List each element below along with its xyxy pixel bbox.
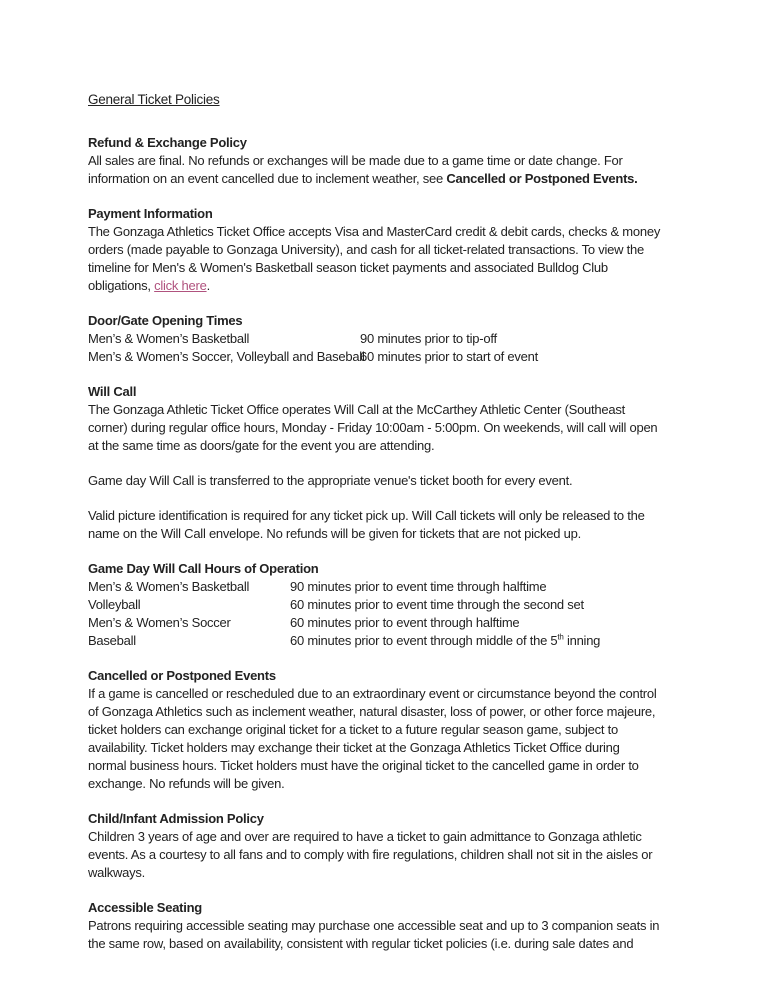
cancelled-section (88, 667, 688, 793)
time-cell: 60 minutes prior to event through halftime (290, 615, 520, 630)
paragraph-line: name on the Will Call envelope. No refunds will be given for tickets that are not picked up. (88, 526, 581, 541)
section-heading: Payment Information (88, 206, 213, 221)
paragraph-line: normal business hours. Ticket holders must have the original ticket to the cancelled game in order to (88, 758, 639, 773)
willcall-section (88, 383, 688, 455)
table-row (88, 596, 688, 614)
section-heading: Accessible Seating (88, 900, 202, 915)
table-row (88, 578, 688, 596)
door-section (88, 312, 688, 366)
section-heading: Child/Infant Admission Policy (88, 811, 264, 826)
paragraph-line: walkways. (88, 865, 145, 880)
time-cell (290, 632, 600, 650)
paragraph-line: availability. Ticket holders may exchange their ticket at the Gonzaga Athletics Ticket Office during (88, 740, 620, 755)
child-section (88, 810, 688, 882)
refund-section (88, 134, 688, 188)
paragraph-line: corner) during regular office hours, Monday - Friday 10:00am - 5:00pm. On weekends, will call will open (88, 420, 658, 435)
paragraph-line: If a game is cancelled or rescheduled due to an extraordinary event or circumstance beyond the control (88, 686, 657, 701)
section-heading: Game Day Will Call Hours of Operation (88, 561, 319, 576)
table-row (88, 330, 688, 348)
text: obligations, (88, 278, 155, 293)
text: information on an event cancelled due to inclement weather, see (88, 171, 447, 186)
accessible-section (88, 899, 688, 953)
sport-cell: Men’s & Women’s Basketball (88, 331, 250, 346)
paragraph-line: Patrons requiring accessible seating may purchase one accessible seat and up to 3 companion seats in (88, 918, 660, 933)
paragraph-line: ticket holders can exchange original ticket for a ticket to a future regular season game, subject to (88, 722, 618, 737)
paragraph-line: exchange. No refunds will be given. (88, 776, 285, 791)
paragraph-line: Valid picture identification is required for any ticket pick up. Will Call tickets will only be released to the (88, 508, 645, 523)
text: 60 minutes prior to event through middle of the 5 (290, 633, 558, 648)
paragraph-line: of Gonzaga Athletics such as inclement weather, natural disaster, loss of power, or other force majeure, (88, 704, 656, 719)
paragraph-line: orders (made payable to Gonzaga University), and cash for all ticket-related transactions. To view the (88, 242, 644, 257)
paragraph-line: the same row, based on availability, consistent with regular ticket policies (i.e. during sale dates and (88, 936, 634, 951)
section-heading: Cancelled or Postponed Events (88, 668, 276, 683)
sport-cell: Volleyball (88, 597, 141, 612)
paragraph-line: All sales are final. No refunds or exchanges will be made due to a game time or date change. For (88, 153, 623, 168)
section-heading: Refund & Exchange Policy (88, 135, 247, 150)
table-row (88, 632, 688, 650)
table-row (88, 614, 688, 632)
section-heading: Door/Gate Opening Times (88, 313, 243, 328)
paragraph-line: The Gonzaga Athletic Ticket Office operates Will Call at the McCarthey Athletic Center (Southeast (88, 402, 625, 417)
section-heading: Will Call (88, 384, 137, 399)
table-row (88, 348, 688, 366)
sport-cell: Men’s & Women’s Soccer (88, 615, 231, 630)
gameday-section (88, 560, 688, 650)
paragraph-line: at the same time as doors/gate for the event you are attending. (88, 438, 435, 453)
paragraph (88, 507, 688, 543)
time-cell: 90 minutes prior to event time through halftime (290, 579, 547, 594)
time-cell: 60 minutes prior to event time through the second set (290, 597, 584, 612)
payment-section (88, 205, 688, 295)
paragraph-line: The Gonzaga Athletics Ticket Office accepts Visa and MasterCard credit & debit cards, checks & money (88, 224, 661, 239)
sport-cell: Men’s & Women’s Soccer, Volleyball and Baseball (88, 349, 365, 364)
time-cell: 60 minutes prior to start of event (360, 349, 538, 364)
text: . (206, 278, 210, 293)
superscript: th (557, 632, 564, 642)
text: inning (563, 633, 601, 648)
paragraph-line (88, 170, 688, 188)
paragraph-line: timeline for Men's & Women's Basketball season ticket payments and associated Bulldog Club (88, 260, 608, 275)
sport-cell: Men’s & Women’s Basketball (88, 579, 250, 594)
click-here-link[interactable]: click here (154, 278, 207, 293)
document-page (88, 91, 688, 970)
paragraph: Game day Will Call is transferred to the appropriate venue's ticket booth for every event. (88, 473, 573, 488)
sport-cell: Baseball (88, 633, 136, 648)
time-cell: 90 minutes prior to tip-off (360, 331, 497, 346)
page-title: General Ticket Policies (88, 92, 220, 107)
cancelled-reference: Cancelled or Postponed Events. (446, 171, 638, 186)
paragraph-line (88, 277, 688, 295)
paragraph-line: events. As a courtesy to all fans and to comply with fire regulations, children shall not sit in the aisles or (88, 847, 653, 862)
paragraph-line: Children 3 years of age and over are required to have a ticket to gain admittance to Gonzaga athletic (88, 829, 642, 844)
